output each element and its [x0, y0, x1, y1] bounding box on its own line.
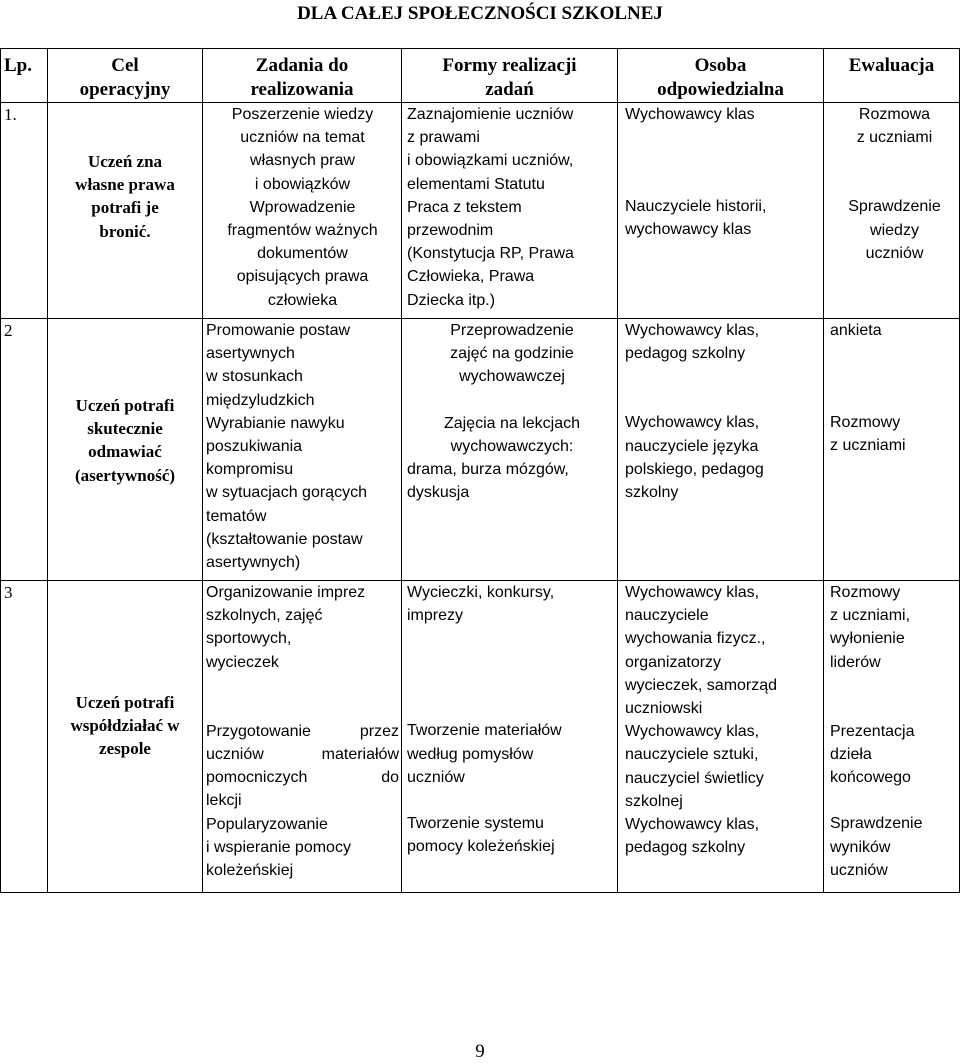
row2-osoba: Wychowawcy klas, pedagog szkolny Wychowawcy klas, nauczyciele języka polskiego, pedagog szkolny	[618, 319, 824, 581]
row2-cel: Uczeń potrafi skutecznie odmawiać (asertywność)	[48, 319, 203, 581]
row1-ewaluacja: Rozmowa z uczniami Sprawdzenie wiedzy uczniów	[824, 103, 960, 319]
row3-formy: Wycieczki, konkursy, imprezy Tworzenie materiałów według pomysłów uczniów Tworzenie systemu pomocy koleżeńskiej	[402, 581, 618, 893]
row3-lp: 3	[1, 581, 48, 893]
header-zadania: Zadania do realizowania	[203, 49, 402, 103]
document-title: DLA CAŁEJ SPOŁECZNOŚCI SZKOLNEJ	[297, 3, 663, 24]
row3-cel: Uczeń potrafi współdziałać w zespole	[48, 581, 203, 893]
row1-lp: 1.	[1, 103, 48, 319]
header-cel: Cel operacyjny	[48, 49, 203, 103]
table-row-1	[1, 103, 960, 319]
row1-zadania: Poszerzenie wiedzy uczniów na temat własnych praw i obowiązków Wprowadzenie fragmentów ważnych dokumentów opisujących prawa człowieka	[203, 103, 402, 319]
header-row	[1, 49, 960, 103]
row1-osoba: Wychowawcy klas Nauczyciele historii, wychowawcy klas	[618, 103, 824, 319]
row3-osoba: Wychowawcy klas, nauczyciele wychowania fizycz., organizatorzy wycieczek, samorząd uczniowski Wychowawcy klas, nauczyciele sztuki, nauczyciel świetlicy szkolnej Wychowawcy klas, pedagog szkolny	[618, 581, 824, 893]
row2-lp: 2	[1, 319, 48, 581]
row2-zadania: Promowanie postaw asertywnych w stosunkach międzyludzkich Wyrabianie nawyku poszukiwania kompromisu w sytuacjach gorących tematów (kształtowanie postaw asertywnych)	[203, 319, 402, 581]
program-table	[0, 48, 960, 893]
header-formy: Formy realizacji zadań	[402, 49, 618, 103]
row3-zadania: Organizowanie imprez szkolnych, zajęć sportowych, wycieczek Przygotowanie przez uczniów materiałów pomocniczych do lekcji Popularyzowanie i wspieranie pomocy koleżeńskiej	[203, 581, 402, 893]
page-number: 9	[475, 1041, 485, 1062]
header-osoba: Osoba odpowiedzialna	[618, 49, 824, 103]
table-row-3	[1, 581, 960, 893]
row1-formy: Zaznajomienie uczniów z prawami i obowiązkami uczniów, elementami Statutu Praca z tekstem przewodnim (Konstytucja RP, Prawa Człowieka, Prawa Dziecka itp.)	[402, 103, 618, 319]
row2-formy: Przeprowadzenie zajęć na godzinie wychowawczej Zajęcia na lekcjach wychowawczych: drama, burza mózgów, dyskusja	[402, 319, 618, 581]
table-row-2	[1, 319, 960, 581]
row1-cel: Uczeń zna własne prawa potrafi je bronić.	[48, 103, 203, 319]
header-ewaluacja: Ewaluacja	[824, 49, 960, 103]
row3-ewaluacja: Rozmowy z uczniami, wyłonienie liderów Prezentacja dzieła końcowego Sprawdzenie wyników uczniów	[824, 581, 960, 893]
header-lp: Lp.	[1, 49, 48, 103]
row2-ewaluacja: ankieta Rozmowy z uczniami	[824, 319, 960, 581]
